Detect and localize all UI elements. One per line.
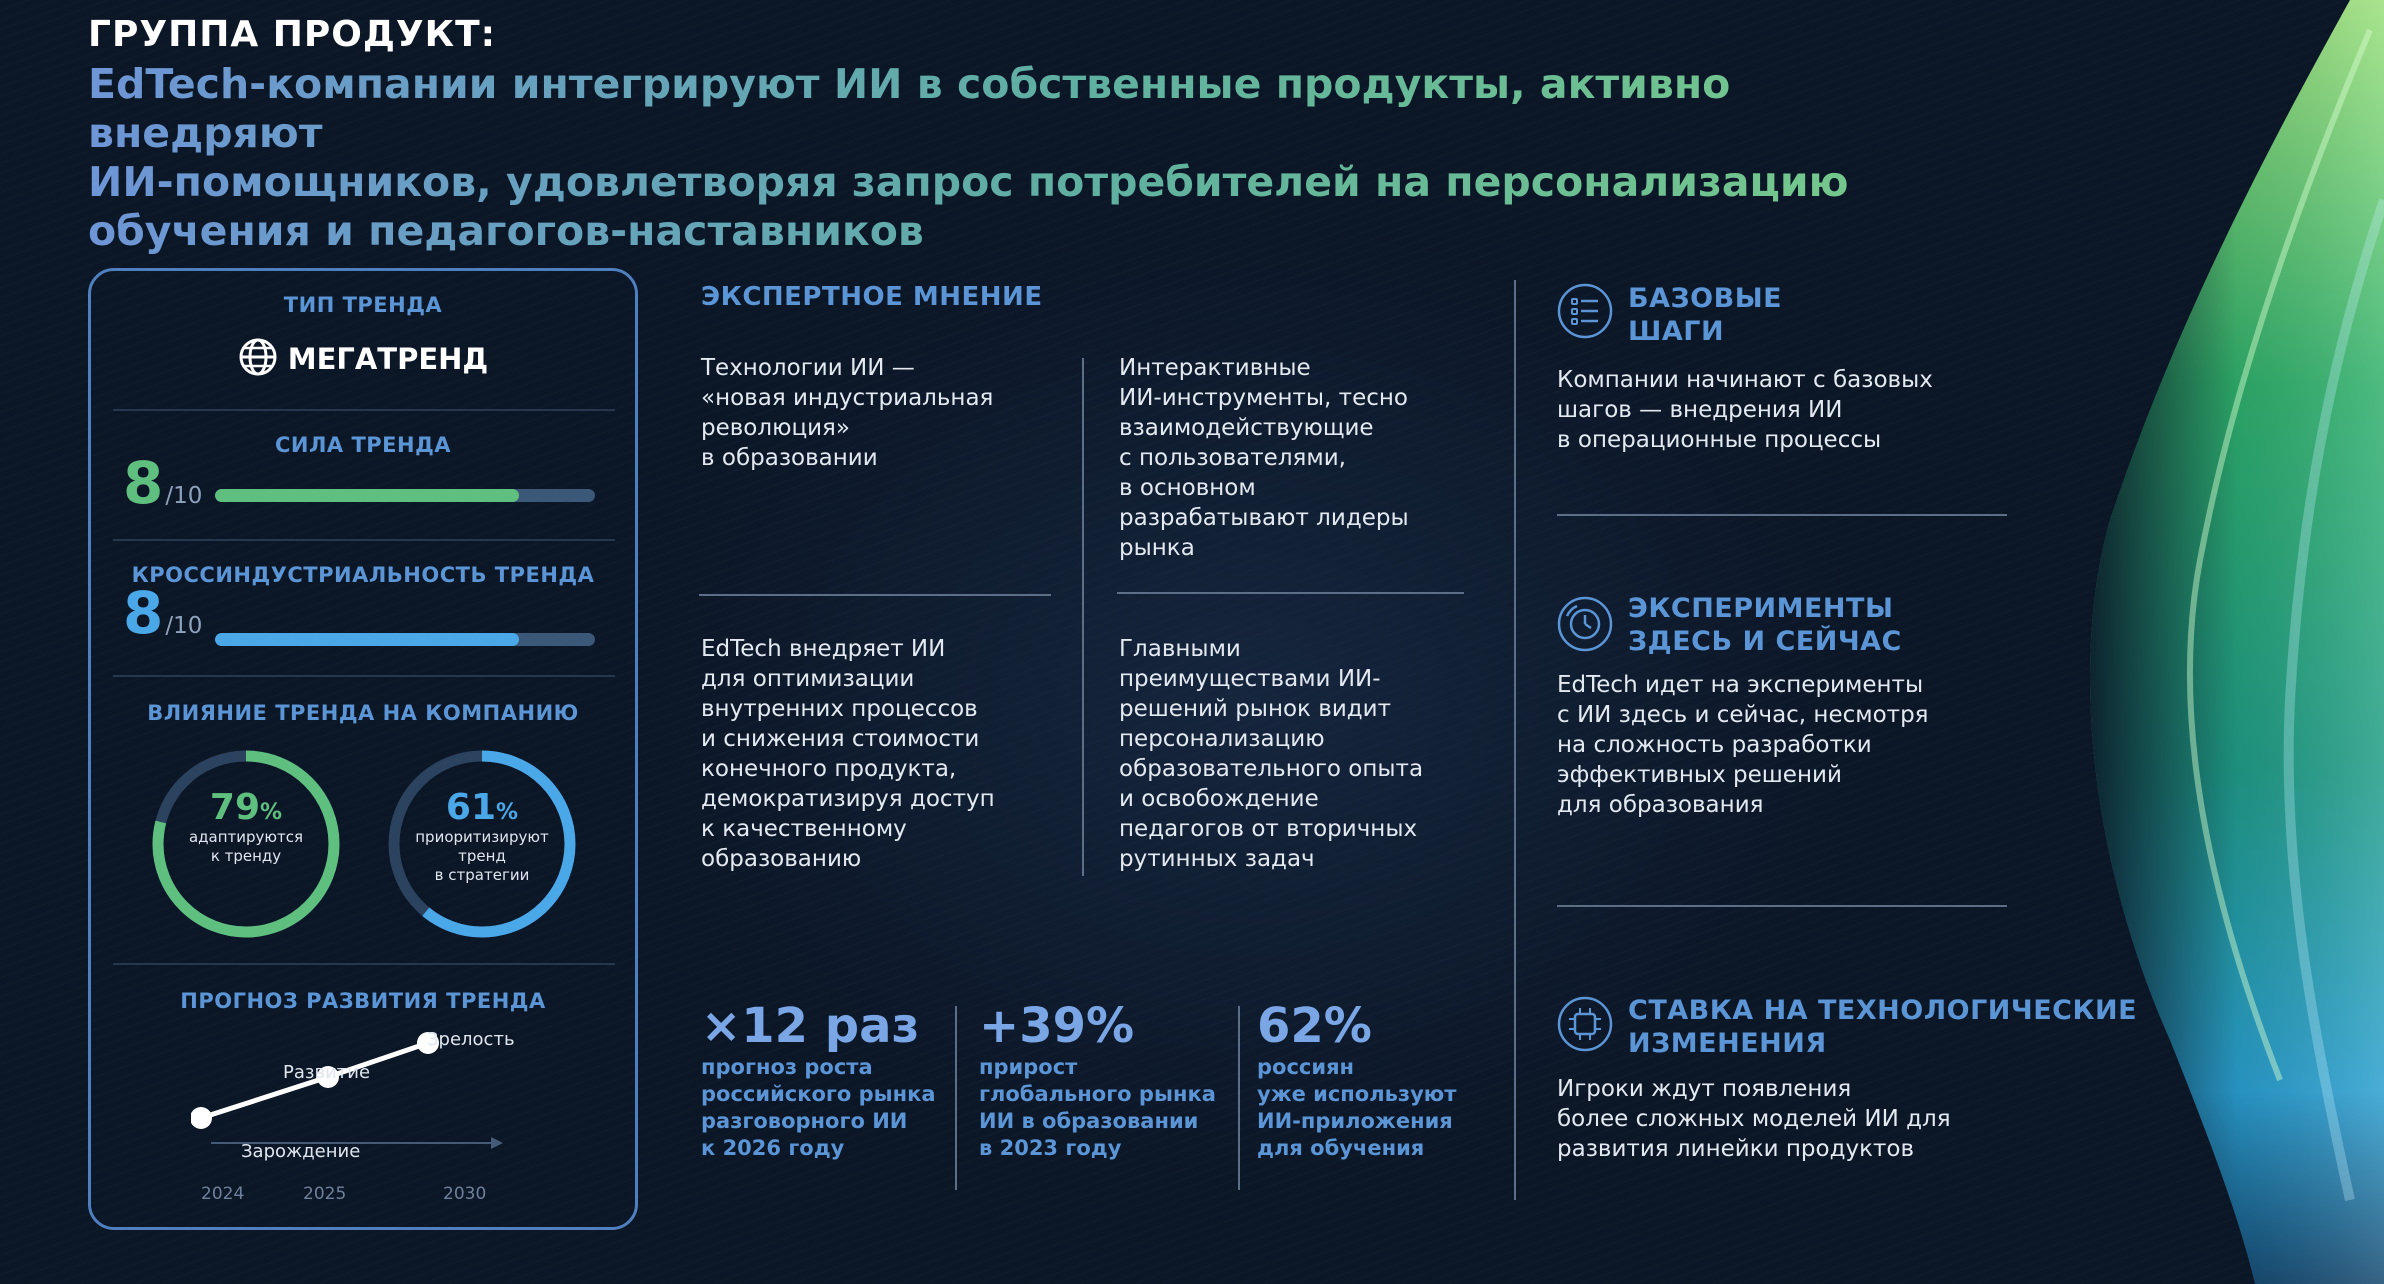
divider [1514, 280, 1516, 1200]
stat-block [979, 998, 1229, 1162]
basic-steps-text [1557, 365, 2027, 455]
headline-line: обучения и педагогов-наставников [88, 207, 924, 255]
forecast-label: ПРОГНОЗ РАЗВИТИЯ ТРЕНДА [180, 989, 546, 1013]
divider [1117, 592, 1464, 594]
expert-quote-4 [1119, 634, 1479, 874]
quote-line: конечного продукта, [701, 756, 957, 782]
text-line: эффективных решений [1557, 762, 1842, 788]
group-label: ГРУППА ПРОДУКТ: [88, 14, 497, 55]
strength-label: СИЛА ТРЕНДА [274, 433, 452, 457]
headline-line: ИИ-помощников, удовлетворяя запрос потребителей на персонализацию [88, 158, 1849, 206]
strength-score [123, 449, 202, 517]
expert-quote-2 [1119, 353, 1479, 563]
ring-caption: к тренду [210, 847, 282, 865]
quote-line: преимуществами ИИ- [1119, 666, 1381, 692]
forecast-year-label: 2025 [303, 1184, 347, 1204]
strength-bar [215, 489, 595, 502]
quote-line: с пользователями, [1119, 445, 1346, 471]
forecast-point-2024 [191, 1107, 212, 1129]
quote-line: к качественному [701, 816, 907, 842]
title-line: ШАГИ [1628, 316, 1725, 347]
stat-caption-line: в 2023 году [979, 1136, 1122, 1160]
impact-ring-prioritize [387, 749, 577, 939]
forecast-stage-label: Зарождение [241, 1141, 361, 1162]
trend-card [88, 268, 638, 1230]
quote-line: образованию [701, 846, 862, 872]
divider [1082, 358, 1084, 876]
stat-value: 62% [1257, 998, 1372, 1054]
trend-type-value [91, 337, 635, 377]
ring-caption: адаптируются [188, 828, 304, 846]
strength-value: 8 [123, 449, 164, 517]
text-line: Компании начинают с базовых [1557, 367, 1933, 393]
quote-line: решений рынок видит [1119, 696, 1392, 722]
experiments-title [1628, 592, 1902, 658]
tech-bet-text [1557, 1074, 2027, 1164]
text-line: в операционные процессы [1557, 427, 1882, 453]
cross-industry-bar [215, 633, 595, 646]
quote-line: разрабатывают лидеры [1119, 505, 1409, 531]
cross-industry-label: КРОССИНДУСТРИАЛЬНОСТЬ ТРЕНДА [131, 563, 595, 587]
ring-caption: тренд [458, 847, 506, 865]
quote-line: образовательного опыта [1119, 756, 1424, 782]
text-line: на сложность разработки [1557, 732, 1872, 758]
divider [955, 1006, 957, 1190]
quote-line: педагогов от вторичных [1119, 816, 1418, 842]
ring-unit: % [260, 800, 283, 825]
cross-industry-value: 8 [123, 579, 164, 647]
stat-caption-line: глобального рынка [979, 1082, 1216, 1106]
text-line: шагов — внедрения ИИ [1557, 397, 1843, 423]
page-headline [88, 60, 1908, 256]
ring-value: 79 [209, 787, 261, 828]
cross-industry-score [123, 579, 202, 647]
quote-line: Технологии ИИ — [701, 355, 915, 381]
quote-line: революция» [701, 415, 850, 441]
stat-block [1257, 998, 1507, 1162]
cross-industry-bar-fill [215, 633, 519, 646]
decorative-wave-graphic [2050, 0, 2384, 1284]
text-line: развития линейки продуктов [1557, 1136, 1914, 1162]
stat-value: ×12 раз [701, 998, 920, 1054]
ring-unit: % [496, 800, 519, 825]
stat-caption-line: ИИ-приложения [1257, 1109, 1453, 1133]
ring-caption: приоритизируют [415, 828, 549, 846]
quote-line: рутинных задач [1119, 846, 1315, 872]
divider [1557, 514, 2007, 516]
stat-caption-line: к 2026 году [701, 1136, 845, 1160]
quote-line: и снижения стоимости [701, 726, 980, 752]
clock-icon [1557, 596, 1613, 652]
impact-ring-adapt [151, 749, 341, 939]
title-line: ЭКСПЕРИМЕНТЫ [1628, 593, 1894, 624]
divider [699, 594, 1051, 596]
ring-caption: в стратегии [434, 866, 530, 884]
quote-line: демократизируя доступ [701, 786, 995, 812]
text-line: с ИИ здесь и сейчас, несмотря [1557, 702, 1929, 728]
stat-caption-line: уже используют [1257, 1082, 1457, 1106]
quote-line: внутренних процессов [701, 696, 978, 722]
quote-line: EdTech внедряет ИИ [701, 636, 946, 662]
strength-bar-fill [215, 489, 519, 502]
list-icon [1557, 283, 1613, 339]
divider [1557, 905, 2007, 907]
expert-quote-3 [701, 634, 1081, 874]
stat-caption-line: прирост [979, 1055, 1078, 1079]
globe-icon [238, 337, 278, 377]
quote-line: Интерактивные [1119, 355, 1311, 381]
quote-line: рынка [1119, 535, 1195, 561]
quote-line: «новая индустриальная [701, 385, 994, 411]
quote-line: для оптимизации [701, 666, 915, 692]
stat-caption-line: для обучения [1257, 1136, 1425, 1160]
stat-caption-line: российского рынка [701, 1082, 936, 1106]
experiments-text [1557, 670, 2027, 820]
megatrend-text: МЕГАТРЕНД [287, 342, 489, 376]
impact-label: ВЛИЯНИЕ ТРЕНДА НА КОМПАНИЮ [147, 701, 579, 725]
quote-line: и освобождение [1119, 786, 1319, 812]
text-line: более сложных моделей ИИ для [1557, 1106, 1951, 1132]
stat-caption-line: россиян [1257, 1055, 1355, 1079]
expert-title: ЭКСПЕРТНОЕ МНЕНИЕ [701, 282, 1043, 312]
stat-value: +39% [979, 998, 1135, 1054]
text-line: EdTech идет на эксперименты [1557, 672, 1924, 698]
headline-line: EdTech-компании интегрируют ИИ в собственные продукты, активно внедряют [88, 60, 1731, 157]
expert-quote-1 [701, 353, 1081, 473]
quote-line: в основном [1119, 475, 1256, 501]
title-line: ИЗМЕНЕНИЯ [1628, 1028, 1827, 1059]
cross-industry-max: /10 [165, 613, 203, 639]
stat-caption-line: прогноз роста [701, 1055, 873, 1079]
chip-icon [1557, 996, 1613, 1052]
title-line: БАЗОВЫЕ [1628, 283, 1783, 314]
text-line: Игроки ждут появления [1557, 1076, 1852, 1102]
quote-line: Главными [1119, 636, 1241, 662]
quote-line: взаимодействующие [1119, 415, 1374, 441]
quote-line: персонализацию [1119, 726, 1325, 752]
quote-line: ИИ-инструменты, тесно [1119, 385, 1408, 411]
ring-value: 61 [445, 787, 497, 828]
stat-caption-line: ИИ в образовании [979, 1109, 1199, 1133]
stat-caption-line: разговорного ИИ [701, 1109, 908, 1133]
title-line: СТАВКА НА ТЕХНОЛОГИЧЕСКИЕ [1628, 995, 2138, 1026]
basic-steps-title [1628, 282, 1782, 348]
forecast-year-label: 2030 [443, 1184, 487, 1204]
forecast-stage-label: Развитие [283, 1062, 371, 1083]
stat-block [701, 998, 951, 1162]
forecast-stage-label: Зрелость [427, 1029, 515, 1050]
quote-line: в образовании [701, 445, 878, 471]
text-line: для образования [1557, 792, 1764, 818]
title-line: ЗДЕСЬ И СЕЙЧАС [1628, 626, 1902, 657]
strength-max: /10 [165, 483, 203, 509]
divider [1238, 1006, 1240, 1190]
forecast-year-label: 2024 [201, 1184, 245, 1204]
trend-type-label: ТИП ТРЕНДА [283, 293, 443, 317]
